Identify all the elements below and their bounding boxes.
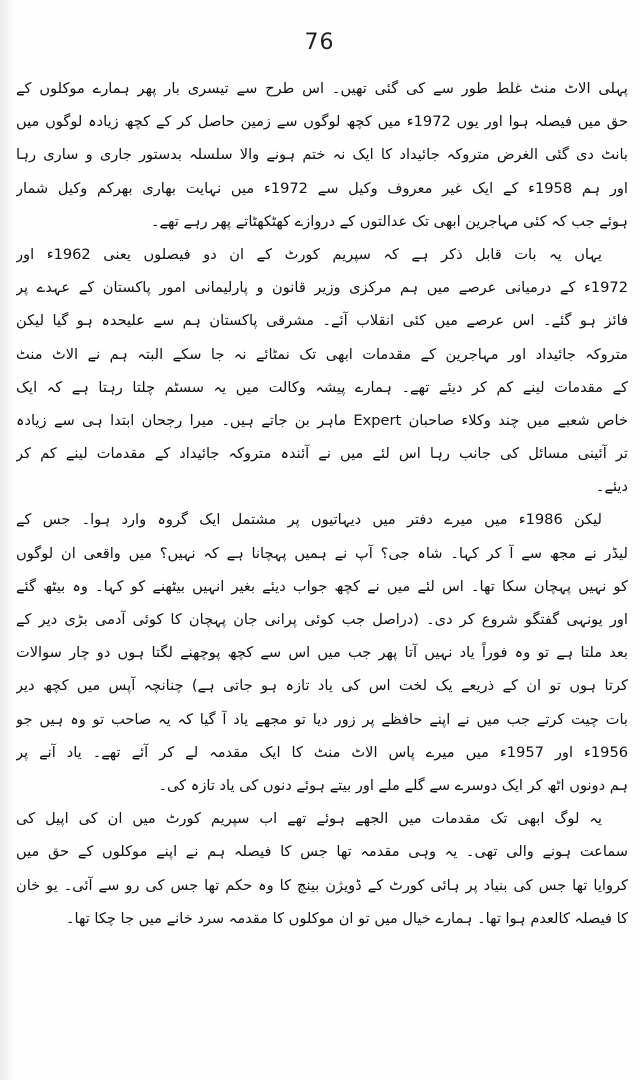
text-line: بات چیت کرتے جب میں نے اپنے حافظے پر زور دیا تو مجھے یاد آ گیا کہ یہ صاحب تو وہ ہیں جو (16, 710, 628, 728)
paragraph-3 (16, 503, 628, 802)
paragraph-1 (16, 72, 628, 238)
text-line: ہوئے جب کہ کئی مہاجرین ابھی تک عدالتوں کے دروازے کھٹکھٹاتے پھر رہے تھے۔ (150, 212, 628, 230)
page-edge-shadow (0, 0, 16, 1080)
text-line: یہ لوگ ابھی تک مقدمات میں الجھے ہوئے تھے اب سپریم کورٹ میں ان کی اپیل کی (16, 810, 602, 828)
paragraph-2 (16, 238, 628, 504)
text-line: کرتا ہوں تو ان کے ذریعے یک لخت اس کی یاد تازہ ہو جاتی ہے) چنانچہ آپس میں کچھ دیر (16, 677, 628, 695)
page-number: 76 (304, 30, 335, 55)
text-line: خاص شعبے میں چند وکلاء صاحبان Expert ماہر بن جاتے ہیں۔ میرا رجحان ابتدا ہی سے زیادہ (16, 411, 628, 429)
text-line: کے مقدمات لینے کم کر دیئے تھے۔ ہمارے پیشہ وکالت میں یہ سسٹم چلتا رہتا ہے کہ ایک (16, 378, 628, 396)
text-line: یہاں یہ بات قابل ذکر ہے کہ سپریم کورٹ کے ان دو فیصلوں یعنی 1962ء اور (16, 245, 602, 263)
text-line: بانٹ دی گئی الغرض متروکہ جائیداد کا ایک نہ ختم ہونے والا سلسلہ بدستور جاری و ساری رہا (16, 146, 628, 164)
text-line: لیکن 1986ء میں میرے دفتر میں دیہاتیوں پر مشتمل ایک گروہ وارد ہوا۔ جس کے (16, 511, 602, 529)
text-line: لیڈر نے مجھ سے آ کر کہا۔ شاہ جی؟ آپ نے ہمیں پہچانا ہے کہ نہیں؟ میں واقعی ان لوگوں (16, 544, 628, 562)
text-line: تر آئینی مسائل کی جانب رہا اس لئے میں نے آئندہ متروکہ جائیداد کے مقدمات لینے کم کر (16, 445, 628, 463)
text-line: اور ہم 1958ء کے ایک غیر معروف وکیل سے 1972ء میں نہایت بھاری بھرکم وکیل شمار (16, 179, 628, 197)
text-line: کو نہیں پہچان سکا تھا۔ اس لئے میں نے کچھ جواب دیئے بغیر انہیں بیٹھنے کو کہا۔ وہ بیٹھ گئے (16, 577, 628, 595)
text-line: اور یونہی گفتگو شروع کر دی۔ (دراصل جب کوئی پرانی جان پہچان کا کوئی آدمی بڑی دیر کے (16, 611, 628, 628)
text-line: دیئے۔ (595, 478, 628, 496)
text-line: 1956ء اور 1957ء میں میرے پاس الاٹ منٹ کا ایک مقدمہ لے کر آئے تھے۔ یاد آنے پر (16, 743, 628, 761)
text-line: 1972ء کے درمیانی عرصے میں ہم مرکزی وزیر قانون و پارلیمانی امور پاکستان کے عہدے پر (16, 279, 628, 297)
text-line: کروایا تھا جس کی بنیاد پر ہائی کورٹ کے ڈویژن بینچ کا وہ حکم تھا جس کی رو سے آئی۔ یو خان (16, 876, 628, 894)
text-line: پہلی الاٹ منٹ غلط طور سے کی گئی تھیں۔ اس طرح سے تیسری بار پھر ہمارے موکلوں کے (16, 80, 628, 97)
text-line: سماعت ہونے والی تھی۔ یہ وہی مقدمہ تھا جس کا فیصلہ ہم نے اپنے موکلوں کے حق میں (16, 843, 628, 861)
paragraph-4 (16, 802, 628, 935)
text-line: حق میں فیصلہ ہوا اور یوں 1972ء میں کچھ لوگوں سے زمین حاصل کر کے کچھ زیادہ لوگوں میں (16, 113, 628, 131)
urdu-text-body (16, 72, 628, 935)
text-line: کا فیصلہ کالعدم ہوا تھا۔ ہمارے خیال میں تو ان موکلوں کا مقدمہ سرد خانے میں جا چکا تھا۔ (65, 909, 628, 927)
text-line: متروکہ جائیداد اور مہاجرین کے مقدمات ابھی تک نمٹائے نہ جا سکے البتہ ہم نے الاٹ منٹ (16, 345, 628, 363)
text-line: بعد ملتا ہے تو وہ فوراً یاد نہیں آتا پھر جب میں اس سے کچھ پوچھنے لگتا ہوں دو چار سوالات (16, 644, 628, 662)
text-line: ہم دونوں اٹھ کر ایک دوسرے سے گلے ملے اور بیتے ہوئے دنوں کی یاد تازہ کی۔ (158, 776, 628, 794)
text-line: فائز ہو گئے۔ اس عرصے میں کئی انقلاب آئے۔ مشرقی پاکستان ہم سے علیحدہ ہو گیا لیکن (16, 312, 628, 330)
